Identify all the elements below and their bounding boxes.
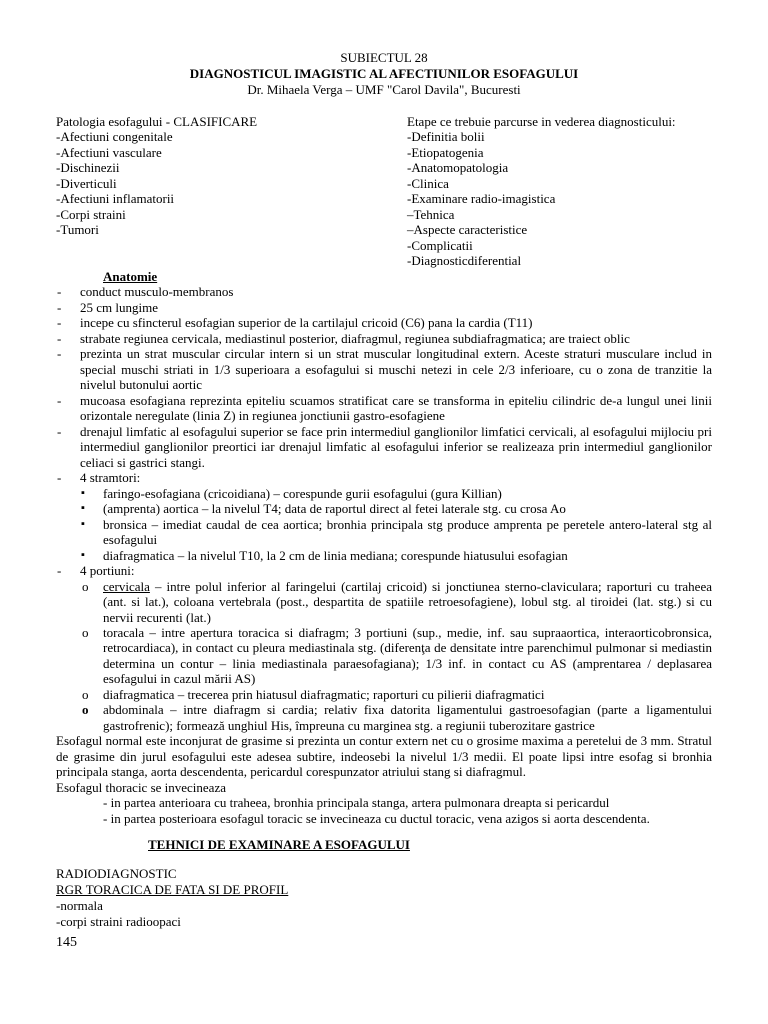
classification-item: -Afectiuni inflamatorii bbox=[56, 191, 175, 207]
narrowings-item bbox=[56, 470, 712, 485]
classification-item: -Corpi straini bbox=[56, 206, 126, 222]
document-title: DIAGNOSTICUL IMAGISTIC AL AFECTIUNILOR ESOFAGULUI bbox=[189, 66, 579, 81]
dash-marker: - bbox=[57, 470, 62, 486]
classification-item: -Afectiuni congenitale bbox=[56, 129, 173, 145]
portion-name-cervical: cervicala bbox=[103, 578, 150, 594]
anatomy-item-text: conduct musculo-membranos bbox=[80, 284, 234, 300]
anatomy-item bbox=[56, 331, 712, 346]
anatomy-item-text: drenajul limfatic al esofagului superior se face prin intermediul ganglionilor limfatici cervicali, al esofagului mijlociu pri intermediul ganglionilor preortici iar drenajul limfatic al esofagului inferior se realizeaza prin intermediul ganglionilor celiaci si gastrici stangi. bbox=[80, 423, 712, 470]
anatomy-item-text: mucoasa esofagiana reprezinta epiteliu scuamos stratificat care se transforma in epiteliu cilindric de-a lungul unei linii orizontale neregulate (linia Z) in regiunea jonctiunii gastro-esofagiene bbox=[80, 392, 712, 424]
narrowings-label: 4 stramtori: bbox=[80, 470, 141, 486]
dash-marker: - bbox=[57, 563, 62, 579]
xray-item: -corpi straini radioopaci bbox=[56, 913, 181, 929]
page-number: 145 bbox=[56, 934, 77, 950]
document-author: Dr. Mihaela Verga – UMF "Carol Davila", Bucuresti bbox=[247, 82, 521, 97]
diagnostic-step: -Clinica bbox=[407, 175, 449, 191]
dash-marker: - bbox=[57, 330, 62, 346]
anatomy-item bbox=[56, 393, 712, 424]
portions-label: 4 portiuni: bbox=[80, 563, 135, 579]
dash-marker: - bbox=[57, 346, 62, 362]
portion-text: toracala – intre apertura toracica si diafragm; 3 portiuni (sup., medie, inf. sau supraaortica, interaorticobronsica, retrocardiaca), in contact cu pleura mediastinala stg. (diferenţa de densitate intre parenchimul pulmonar si mediastin determina un contur – linia mediastinala paraesofagiana); 1/3 inf. in contact cu AS (amprentarea / deplasarea esofagului in cazul mării AS) bbox=[103, 624, 712, 687]
narrowing-item bbox=[56, 548, 712, 563]
neighbors-item: - in partea posterioara esofagul toracic se invecineaza cu ductul toracic, vena azigos si aorta descendenta. bbox=[103, 810, 650, 826]
square-bullet-icon: ▪ bbox=[81, 548, 85, 561]
subject-number: SUBIECTUL 28 bbox=[340, 50, 428, 65]
narrowing-text: diafragmatica – la nivelul T10, la 2 cm de linia mediana; corespunde hiatusului esofagian bbox=[103, 547, 568, 563]
radiodiagnostic-section bbox=[56, 866, 712, 930]
diagnostic-steps-column bbox=[407, 114, 712, 269]
techniques-heading: TEHNICI DE EXAMINARE A ESOFAGULUI bbox=[148, 836, 410, 852]
narrowing-item bbox=[56, 486, 712, 501]
classification-item: -Tumori bbox=[56, 222, 99, 238]
square-bullet-icon: ▪ bbox=[81, 502, 85, 515]
diagnostic-step: -Complicatii bbox=[407, 237, 473, 253]
narrowing-text: faringo-esofagiana (cricoidiana) – corespunde gurii esofagului (gura Killian) bbox=[103, 485, 502, 501]
chest-xray-subtitle: RGR TORACICA DE FATA SI DE PROFIL bbox=[56, 881, 289, 897]
square-bullet-icon: ▪ bbox=[81, 486, 85, 499]
circle-bullet-icon: o bbox=[82, 702, 89, 718]
diagnostic-step: –Tehnica bbox=[407, 206, 455, 222]
classification-item: -Diverticuli bbox=[56, 175, 117, 191]
neighbors-item: - in partea anterioara cu traheea, bronhia principala stanga, artera pulmonara dreapta si pericardul bbox=[103, 795, 610, 811]
dash-marker: - bbox=[57, 423, 62, 439]
anatomy-item-text: incepe cu sfincterul esofagian superior de la cartilajul cricoid (C6) pana la cardia (T11) bbox=[80, 315, 533, 331]
circle-bullet-icon: o bbox=[82, 578, 89, 594]
document-body bbox=[56, 114, 712, 951]
square-bullet-icon: ▪ bbox=[81, 517, 85, 530]
diagnostic-step: –Aspecte caracteristice bbox=[407, 222, 528, 238]
diagnostic-step: -Anatomopatologia bbox=[407, 160, 509, 176]
xray-item: -normala bbox=[56, 897, 103, 913]
portion-item-thoracic bbox=[56, 625, 712, 687]
portions-item bbox=[56, 563, 712, 578]
dash-marker: - bbox=[57, 299, 62, 315]
anatomy-item bbox=[56, 300, 712, 315]
anatomy-item bbox=[56, 346, 712, 392]
dash-marker: - bbox=[57, 392, 62, 408]
intro-columns bbox=[56, 114, 712, 269]
classification-title: Patologia esofagului - CLASIFICARE bbox=[56, 114, 258, 129]
classification-item: -Dischinezii bbox=[56, 160, 120, 176]
diagnostic-step: -Diagnosticdiferential bbox=[407, 253, 522, 269]
anatomy-item bbox=[56, 424, 712, 470]
classification-item: -Afectiuni vasculare bbox=[56, 144, 162, 160]
portion-text-cervical: – intre polul inferior al faringelui (cartilaj cricoid) si jonctiunea sterno-claviculara; raporturi cu traheea (ant. si lat.), coloana vertebrala (post., despartita de spatiile retroesofagiene), lobul stg. al tiroidei (lat. stg.) si cu nervii recurenti (lat.) bbox=[103, 578, 712, 625]
diagnostic-step: -Etiopatogenia bbox=[407, 144, 484, 160]
portion-text: diafragmatica – trecerea prin hiatusul diafragmatic; raporturi cu pilierii diafragmatici bbox=[103, 686, 545, 702]
anatomy-item-text: strabate regiunea cervicala, mediastinul posterior, diafragmul, regiunea subdiafragmatica; are traiect oblic bbox=[80, 330, 630, 346]
circle-bullet-icon: o bbox=[82, 624, 89, 640]
classification-column bbox=[56, 114, 407, 269]
neighbors-label: Esofagul thoracic se invecineaza bbox=[56, 779, 226, 795]
document-header bbox=[56, 50, 712, 98]
diagnostic-steps-title: Etape ce trebuie parcurse in vederea diagnosticului: bbox=[407, 114, 676, 129]
anatomy-item bbox=[56, 284, 712, 299]
dash-marker: - bbox=[57, 315, 62, 331]
normal-esophagus-paragraph: Esofagul normal este inconjurat de grasime si prezinta un contur extern net cu o grosime maxima a peretelui de 3 mm. Stratul de grasime din jurul esofagului este adesea subtire, indeosebi la nivelul 1/3 medii. El poate lipsi intre esofag si bronhia principala stanga, aorta descendenta, pericardul corespunzator atriului stang si diafragmul. bbox=[56, 733, 712, 780]
anatomy-heading: Anatomie bbox=[103, 268, 158, 284]
diagnostic-step: -Definitia bolii bbox=[407, 129, 485, 145]
portion-item-cervical bbox=[56, 579, 712, 625]
narrowing-item bbox=[56, 517, 712, 548]
portion-item-abdominal bbox=[56, 702, 712, 733]
anatomy-item bbox=[56, 315, 712, 330]
radiodiagnostic-title: RADIODIAGNOSTIC bbox=[56, 865, 177, 881]
anatomy-item-text: 25 cm lungime bbox=[80, 299, 158, 315]
diagnostic-step: -Examinare radio-imagistica bbox=[407, 191, 556, 207]
narrowing-text: (amprenta) aortica – la nivelul T4; data de raportul direct al fetei laterale stg. cu crosa Ao bbox=[103, 501, 566, 517]
anatomy-item-text: prezinta un strat muscular circular intern si un strat muscular longitudinal extern. Aceste straturi musculare includ in special muschi striati in 1/3 superioara a esofagului si muschi netezi in cele 2/3 inferioare, cu o zona de tranzitie la nivelul butonului aortic bbox=[80, 346, 712, 393]
circle-bullet-icon: o bbox=[82, 686, 89, 702]
narrowing-text: bronsica – imediat caudal de cea aortica; bronhia principala stg produce amprenta pe peretele antero-lateral stg al esofagului bbox=[103, 516, 712, 548]
dash-marker: - bbox=[57, 284, 62, 300]
narrowing-item bbox=[56, 501, 712, 516]
portion-text: abdominala – intre diafragm si cardia; relativ fixa datorita ligamentului gastroesofagian (parte a ligamentului gastrofrenic); formează unghiul His, împreuna cu marginea stg. a regiunii tuberozitare gastrice bbox=[103, 702, 712, 733]
portion-item-diaphragmatic bbox=[56, 687, 712, 702]
